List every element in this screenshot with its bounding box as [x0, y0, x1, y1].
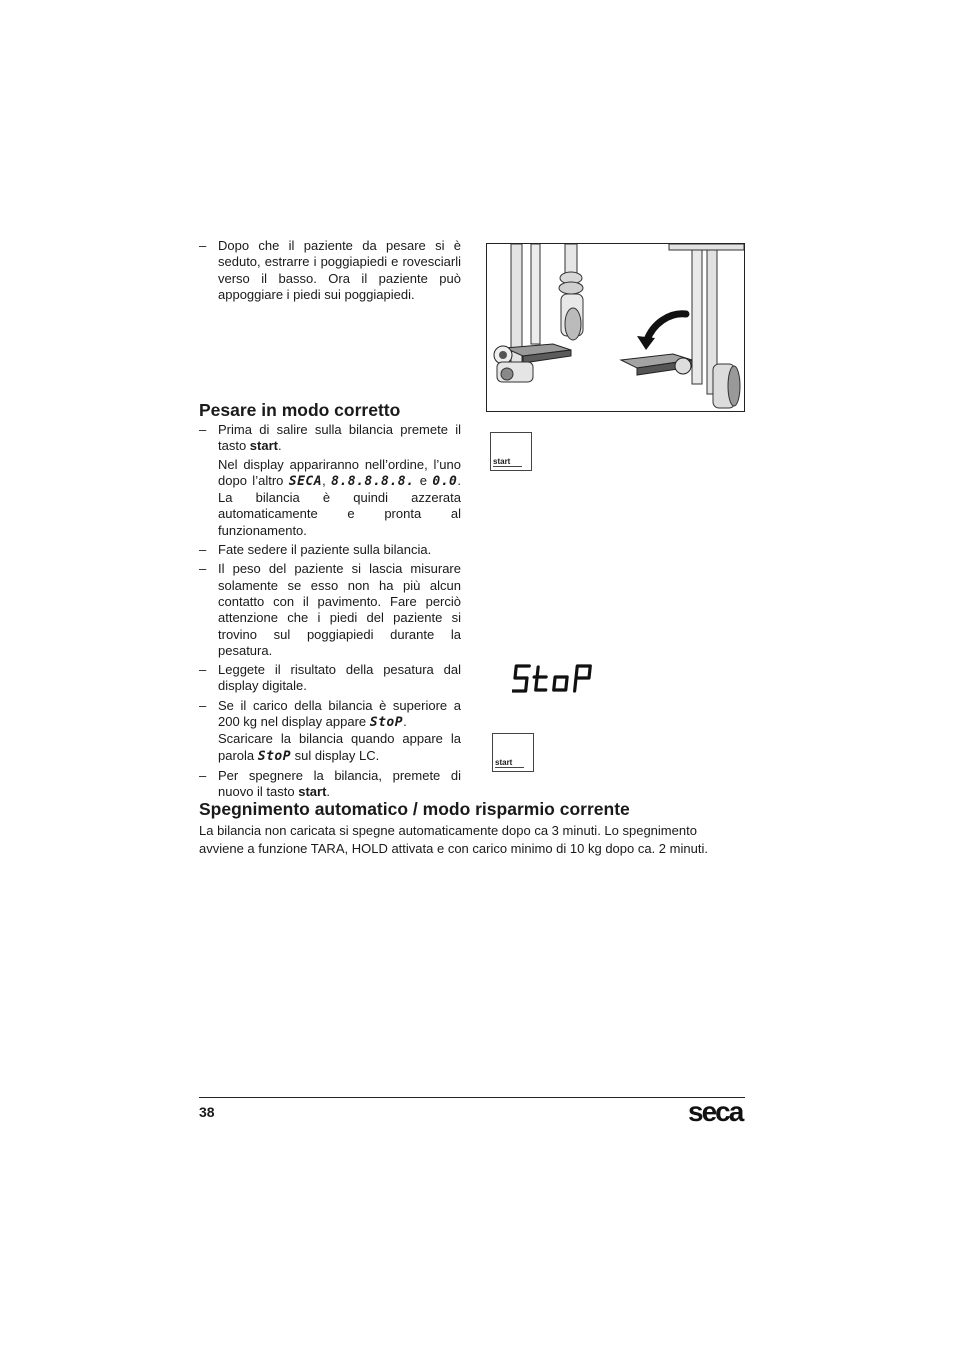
text-span: Per spegnere la bilancia, premete di nuovo il tasto: [218, 767, 461, 800]
list-dash: –: [199, 662, 207, 678]
list-dash: –: [199, 697, 207, 713]
seca-logo: [688, 1096, 746, 1126]
text-span: Nel display appariranno nell’ordine, l’uno dopo l’altro: [218, 456, 461, 488]
list-dash: –: [199, 422, 207, 437]
intro-text-block: [199, 238, 461, 303]
arrow-head-icon: [637, 336, 655, 350]
text-span: Prima di salire sulla bilancia premete il tasto: [218, 422, 461, 454]
lcd-text-stop: StoP: [257, 748, 292, 764]
list-item-text: Il peso del paziente si lascia misurare solamente se esso non ha più alcun contatto con il pavimento. Fare perciò attenzione che i piedi del paziente si trovino sul poggiapiedi durante la pesatura.: [218, 561, 461, 658]
start-key-illustration: [490, 432, 532, 471]
text-span: ,: [322, 472, 332, 488]
list-item: [199, 768, 461, 801]
stop-display-text: StoP: [512, 659, 515, 660]
footrest-illustration: [486, 243, 745, 412]
start-key-text: start: [495, 759, 524, 768]
curved-arrow-icon: [647, 314, 686, 340]
list-item: [199, 561, 461, 659]
start-key-label: start: [298, 784, 327, 800]
list-item-text: [218, 422, 461, 455]
list-item: [199, 422, 461, 539]
lcd-text-stop: StoP: [369, 715, 404, 731]
list-dash: –: [199, 238, 207, 253]
list-item: [199, 698, 461, 765]
intro-paragraph: Dopo che il paziente da pesare si è seduto, estrarre i poggiapiedi e rovesciarli verso il basso. Ora il paziente può appoggiare i piedi sui poggiapiedi.: [218, 238, 461, 302]
list-dash: –: [199, 561, 207, 577]
text-span: .: [277, 438, 282, 454]
stop-lcd-display: [512, 659, 602, 699]
list-item-text: Leggete il risultato della pesatura dal display digitale.: [218, 662, 461, 694]
footer-rule: [199, 1097, 745, 1098]
lcd-text-seca: SECA: [288, 473, 323, 489]
list-dash: –: [199, 767, 207, 783]
list-item-text: [218, 768, 461, 801]
text-span: .: [403, 714, 407, 730]
text-span: Scaricare la bilancia quando appare la parola: [218, 731, 461, 763]
start-key-label: start: [249, 438, 278, 454]
lcd-text-eights: 8.8.8.8.8.: [331, 473, 415, 489]
section-heading-weighing: Pesare in modo corretto: [199, 400, 401, 420]
lcd-segment-p: [575, 666, 591, 691]
wheelchair-footrest-drawing: [487, 244, 744, 411]
text-span: .: [326, 784, 331, 800]
start-key-text: start: [493, 458, 522, 467]
seca-logo-text: seca: [688, 1096, 743, 1126]
intro-list-item: [199, 238, 461, 303]
list-dash: –: [199, 542, 207, 558]
page-number: 38: [199, 1104, 215, 1120]
weighing-instructions-list: [199, 422, 461, 801]
list-item: [199, 662, 461, 695]
lcd-text-zero: 0.0: [432, 473, 458, 489]
lcd-segment-t: [533, 667, 548, 690]
list-item-text: [218, 698, 461, 732]
lcd-segment-o: [554, 677, 567, 690]
text-span: . La bilancia è quindi azzerata automaticamente e pronta al funzionamento.: [218, 472, 461, 538]
start-key-illustration: [492, 733, 534, 772]
list-item: [199, 542, 461, 558]
stop-lcd-glyphs: [512, 659, 602, 699]
text-span: sul display LC.: [291, 747, 380, 763]
section-heading-auto-off: Spegnimento automatico / modo risparmio corrente: [199, 799, 630, 819]
text-span: e: [414, 472, 433, 488]
list-item-text: [218, 731, 461, 765]
list-item-text: Fate sedere il paziente sulla bilancia.: [218, 542, 432, 558]
lcd-segment-s: [513, 666, 530, 691]
list-item-text: [218, 457, 461, 539]
auto-off-paragraph: La bilancia non caricata si spegne automaticamente dopo ca 3 minuti. Lo spegnimento avviene a funzione TARA, HOLD attivata e con carico minimo di 10 kg dopo ca. 2 minuti.: [199, 823, 708, 856]
text-span: Se il carico della bilancia è superiore a 200 kg nel display appare: [218, 697, 461, 730]
